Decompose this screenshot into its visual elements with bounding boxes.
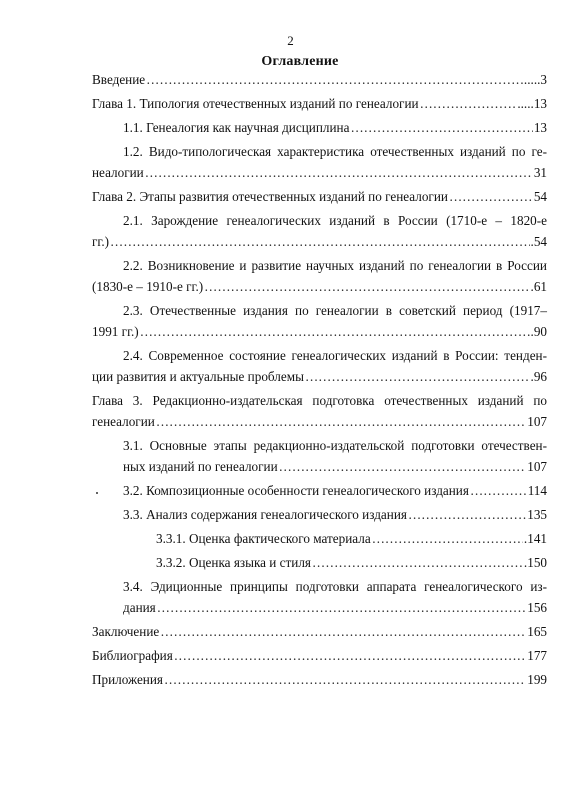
toc-entry-1-1 [123,118,547,138]
dot-leader [110,232,529,252]
toc-entry-3-1-line2 [123,457,547,477]
toc-entry-title: 3.4. Эдиционные принципы подготовки аппарата генеалогического из- [123,579,547,594]
toc-entry-title-cont: генеалогии [92,414,155,429]
toc-entry-3-4-line1 [123,577,547,597]
toc-entry-title: 3.3. Анализ содержания генеалогического издания [123,507,407,522]
toc-entry-2-1-line1 [123,211,547,231]
toc-entry-3-4-line2 [123,598,547,618]
toc-entry-3-1-line1 [123,436,547,456]
dot-leader [160,622,526,642]
toc-entry-title: Библиография [92,648,173,663]
dot-leader [305,367,530,387]
toc-entry-title-cont: ных изданий по генеалогии [123,459,278,474]
toc-entry-title-cont: дания [123,600,156,615]
toc-entry-title: Глава 2. Этапы развития отечественных изданий по генеалогии [92,189,448,204]
toc-entry-bibliography [92,646,547,666]
toc-entry-page: 135 [527,507,547,522]
toc-entry-page: 107 [527,459,547,474]
toc-entry-title-cont: ции развития и актуальные проблемы [92,369,304,384]
stray-mark [96,492,98,494]
dot-leader [372,529,523,549]
toc-entry-chapter-3-line2 [92,412,547,432]
dot-leader [146,70,523,90]
dot-leader [470,481,527,501]
toc-entry-page: 114 [527,483,547,498]
toc-entry-3-2 [123,481,547,501]
toc-entry-2-2-line1 [123,256,547,276]
toc-entry-1-2-line1 [123,142,547,162]
toc-entry-page: .54 [530,234,547,249]
toc-entry-title: 3.3.2. Оценка языка и стиля [156,555,311,570]
toc-entry-title: Приложения [92,672,163,687]
toc-entry-1-2-line2 [92,163,547,183]
toc-entry-title: Глава 3. Редакционно-издательская подготовка отечественных изданий по [92,393,547,408]
dot-leader [174,646,526,666]
toc-entry-2-3-line1 [123,301,547,321]
toc-entry-intro [92,70,547,90]
toc-entry-page: 199 [527,672,547,687]
toc-entry-chapter-1 [92,94,547,114]
toc-entry-page: 31 [533,165,547,180]
toc-entry-chapter-3-line1 [92,391,547,411]
toc-entry-page: .90 [530,324,547,339]
toc-entry-page: 54 [533,189,547,204]
dot-leader [164,670,526,690]
toc-entry-title: 3.2. Композиционные особенности генеалогического издания [123,483,469,498]
toc-entry-title-cont: 1991 гг.) [92,324,139,339]
toc-entry-title: 1.1. Генеалогия как научная дисциплина [123,120,350,135]
dot-leader [145,163,533,183]
toc-entry-title: 2.2. Возникновение и развитие научных изданий по генеалогии в России [123,258,547,273]
toc-entry-title: Глава 1. Типология отечественных изданий по генеалогии [92,96,419,111]
toc-entry-page: 165 [527,624,547,639]
toc-entry-2-2-line2 [92,277,547,297]
toc-entry-page: .150 [523,555,547,570]
toc-entry-page: .....13 [517,96,547,111]
toc-entry-2-4-line1 [123,346,547,366]
dot-leader [157,598,526,618]
dot-leader [279,457,527,477]
toc-entry-page: 177 [527,648,547,663]
toc-entry-appendix [92,670,547,690]
toc-entry-title: 2.3. Отечественные издания по генеалогии в советский период (1917– [123,303,547,318]
toc-entry-title-cont: неалогии [92,165,144,180]
toc-entry-title: Введение [92,72,146,87]
toc-entry-conclusion [92,622,547,642]
toc-entry-page: 156 [527,600,547,615]
toc-entry-title: 1.2. Видо-типологическая характеристика отечественных изданий по ге- [123,144,547,159]
toc-entry-3-3-1 [156,529,547,549]
toc-entry-chapter-2 [92,187,547,207]
page-number: 2 [287,33,294,48]
toc-entry-page: .....3 [523,72,547,87]
toc-entry-title: Заключение [92,624,160,639]
toc-entry-page: .96 [530,369,547,384]
toc-entry-title: 3.3.1. Оценка фактического материала [156,531,371,546]
toc-entry-page: .141 [523,531,547,546]
dot-leader [420,94,517,114]
toc-entry-title: 2.1. Зарождение генеалогических изданий в России (1710-е – 1820-е [123,213,547,228]
toc-entry-2-4-line2 [92,367,547,387]
dot-leader [408,505,526,525]
toc-heading: Оглавление [261,54,339,69]
toc-entry-3-3 [123,505,547,525]
dot-leader [449,187,533,207]
toc-entry-2-3-line2 [92,322,547,342]
toc-entry-title-cont: гг.) [92,234,110,249]
toc-entry-title-cont: (1830-е – 1910-е гг.) [92,279,204,294]
dot-leader [312,553,523,573]
dot-leader [140,322,530,342]
dot-leader [350,118,532,138]
dot-leader [204,277,529,297]
toc-entry-title: 3.1. Основные этапы редакционно-издательской подготовки отечествен- [123,438,547,453]
toc-entry-page: 107 [527,414,547,429]
toc-entry-page: .61 [530,279,547,294]
toc-entry-page: 13 [533,120,547,135]
toc-entry-3-3-2 [156,553,547,573]
toc-entry-2-1-line2 [92,232,547,252]
dot-leader [156,412,526,432]
toc-entry-title: 2.4. Современное состояние генеалогических изданий в России: тенден- [123,348,547,363]
